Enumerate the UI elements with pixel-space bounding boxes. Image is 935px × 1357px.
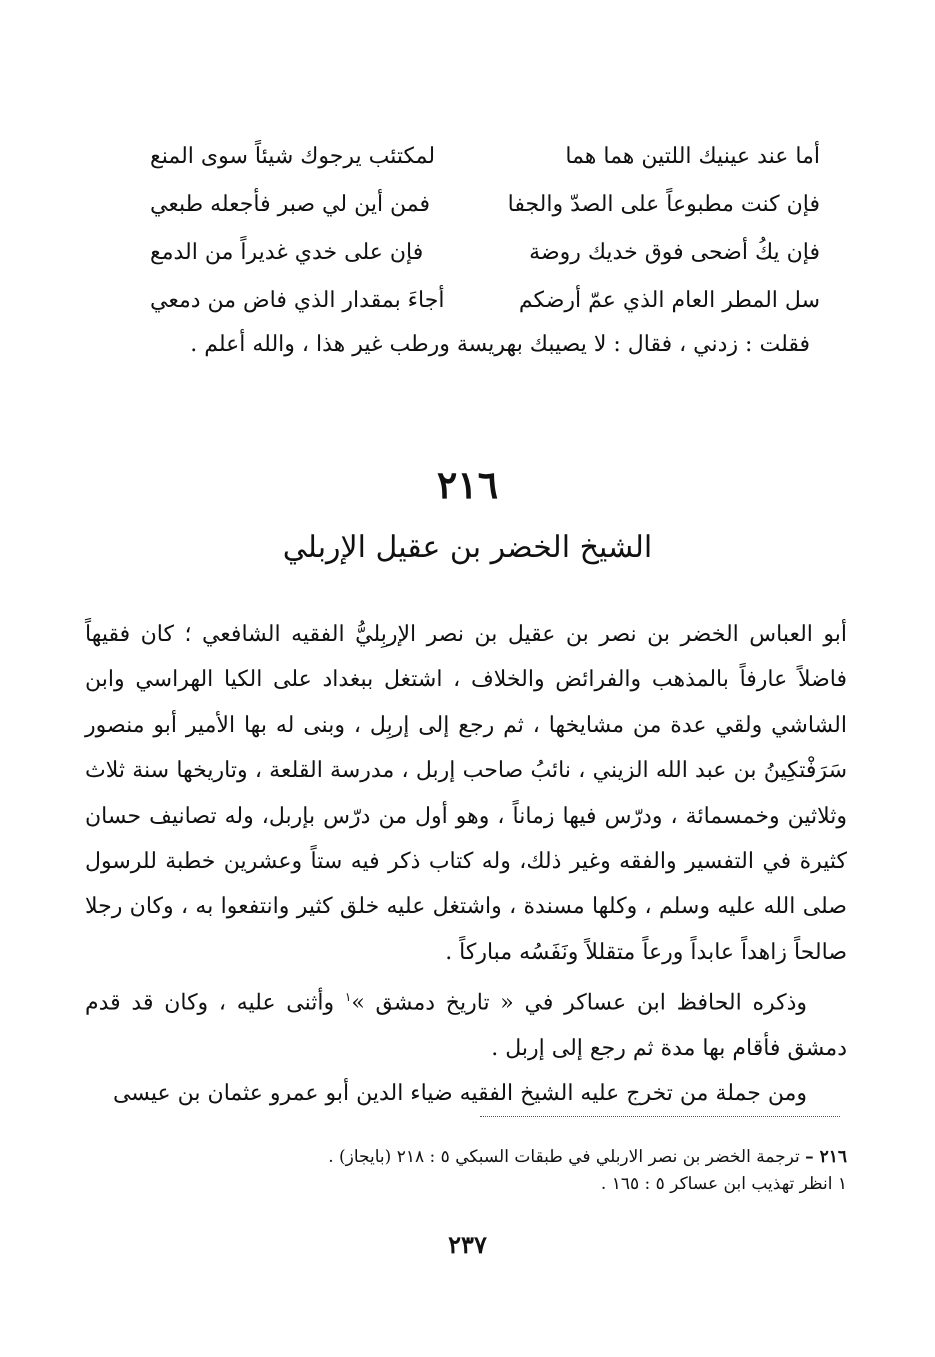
footnote-number: ٢١٦ – (805, 1147, 847, 1167)
verse-first-hemistich: فإن كنت مطبوعاً على الصدّ والجفا (507, 191, 820, 217)
footnote-marker: ١ (344, 990, 352, 1005)
poem-verse (150, 228, 820, 276)
footnote-text: ترجمة الخضر بن نصر الاربلي في طبقات السبكي ٥ : ٢١٨ (بايجاز) . (328, 1147, 806, 1167)
entry-title: الشيخ الخضر بن عقيل الإربلي (282, 530, 653, 565)
footnote (147, 1144, 847, 1171)
poem-block (150, 132, 820, 324)
verse-second-hemistich: فإن على خدي غديراً من الدمع (150, 239, 424, 265)
poem-verse (150, 132, 820, 180)
page-number: ٢٣٧ (448, 1230, 487, 1259)
poem-verse (150, 180, 820, 228)
poem-closing-line: فقلت : زدني ، فقال : لا يصيبك بهريسة ورطب غير هذا ، والله أعلم . (190, 332, 810, 357)
body-paragraph (85, 975, 847, 1071)
body-text-span: وذكره الحافظ ابن عساكر في « تاريخ دمشق » (351, 990, 807, 1016)
poem-verse (150, 276, 820, 324)
footnotes (147, 1144, 847, 1198)
body-paragraph: أبو العباس الخضر بن نصر بن عقيل بن نصر الإربِليُّ الفقيه الشافعي ؛ كان فقيهاً فاضلاً عارفاً بالمذهب والفرائض والخلاف ، اشتغل ببغداد على الكيا الهراسي وابن الشاشي ولقي عدة من مشايخها ، ثم رجع إلى إربِل ، وبنى له بها الأمير أبو منصور سَرَفْتكِينُ بن عبد الله الزيني ، نائبُ صاحب إربل ، مدرسة القلعة ، وتاريخها سنة ثلاث وثلاثين وخمسمائة ، ودرّس فيها زماناً ، وهو أول من درّس بإربل، وله تصانيف حسان كثيرة في التفسير والفقه وغير ذلك، وله كتاب ذكر فيه ستاً وعشرين خطبة للرسول صلى الله عليه وسلم ، وكلها مسندة ، واشتغل عليه خلق كثير وانتفعوا به ، وكان رجلا صالحاً زاهداً عابداً ورعاً متقللاً ونَفَسُه مباركاً . (85, 622, 847, 965)
verse-second-hemistich: أجاءَ بمقدار الذي فاض من دمعي (150, 287, 445, 313)
verse-second-hemistich: لمكتئب يرجوك شيئاً سوى المنع (150, 143, 436, 169)
body-text-span: وأثنى عليه ، وكان قد قدم دمشق فأقام بها مدة ثم رجع إلى إربل . (85, 990, 847, 1061)
verse-first-hemistich: سل المطر العام الذي عمّ أرضكم (518, 287, 820, 313)
body-paragraph: ومن جملة من تخرج عليه الشيخ الفقيه ضياء الدين أبو عمرو عثمان بن عيسى (112, 1081, 807, 1107)
verse-first-hemistich: أما عند عينيك اللتين هما هما (565, 143, 820, 169)
entry-number: ٢١٦ (436, 462, 499, 507)
entry-body (85, 612, 847, 1117)
verse-first-hemistich: فإن يكُ أضحى فوق خديك روضة (529, 239, 820, 265)
footnote: ١ انظر تهذيب ابن عساكر ٥ : ١٦٥ . (600, 1174, 847, 1194)
footnote-separator (480, 1116, 840, 1117)
verse-second-hemistich: فمن أين لي صبر فأجعله طبعي (150, 191, 431, 217)
